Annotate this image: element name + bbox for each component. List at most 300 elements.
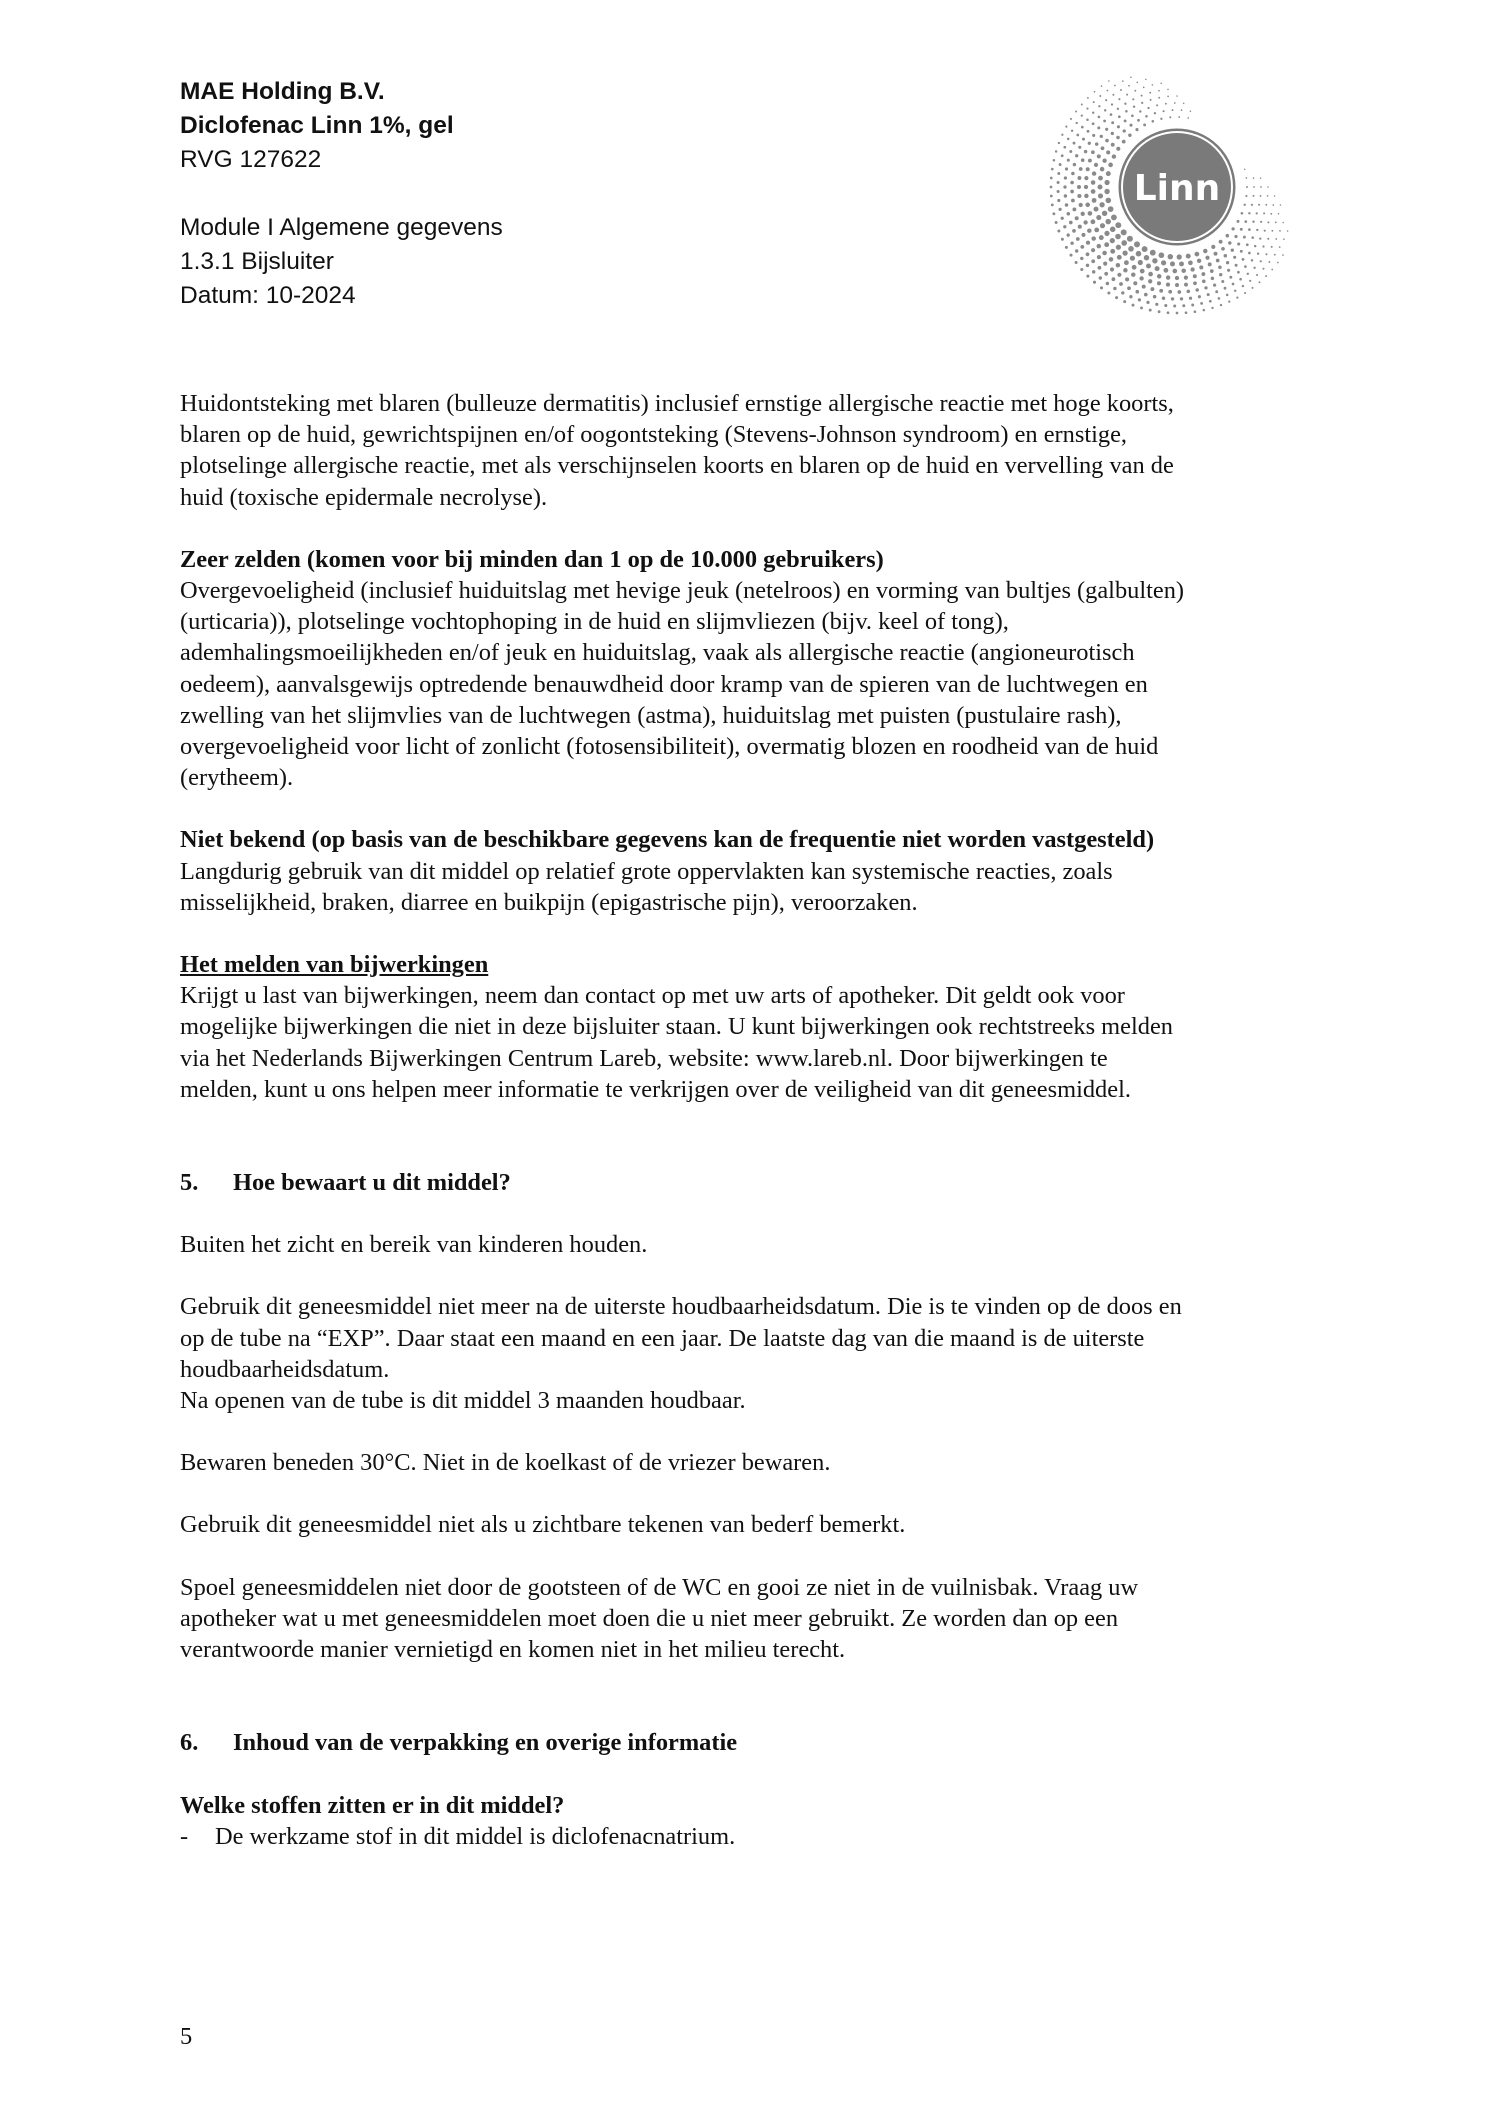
logo-dot: [1113, 287, 1116, 290]
text-line: via het Nederlands Bijwerkingen Centrum Lareb, website: www.lareb.nl. Door bijwerkingen te: [180, 1044, 1108, 1072]
logo-dot: [1231, 249, 1234, 252]
logo-dot: [1131, 272, 1135, 276]
text-line: huid (toxische epidermale necrolyse).: [180, 483, 548, 511]
text-line: plotselinge allergische reactie, met als verschijnselen koorts en blaren op de huid en vervelling van de: [180, 452, 1174, 480]
logo-dot: [1275, 222, 1277, 224]
logo-dot: [1226, 261, 1229, 264]
logo-dot: [1219, 240, 1223, 244]
logo-dot: [1069, 254, 1072, 257]
unknown-frequency-paragraph: [180, 856, 1360, 918]
reporting-paragraph: [180, 980, 1360, 1105]
logo-dot: [1221, 280, 1224, 283]
logo-text: Linn: [1133, 168, 1221, 209]
logo-dot: [1129, 295, 1132, 298]
logo-dot: [1138, 260, 1143, 265]
logo-dot: [1256, 274, 1258, 276]
logo-dot: [1144, 255, 1149, 260]
module-label: Module I Algemene gegevens: [180, 214, 503, 241]
logo-dot: [1224, 287, 1227, 290]
logo-dot: [1067, 159, 1070, 162]
logo-dot: [1106, 198, 1112, 204]
logo-dot: [1061, 134, 1063, 136]
logo-dot: [1149, 92, 1151, 94]
list-item-text: De werkzame stof in dit middel is diclofenacnatrium.: [215, 1822, 736, 1850]
logo-dot: [1075, 154, 1078, 157]
logo-dot: [1115, 296, 1118, 299]
logo-dot: [1131, 114, 1134, 117]
logo-dot: [1171, 297, 1174, 300]
logo-dot: [1251, 259, 1253, 261]
logo-dot: [1253, 267, 1255, 269]
logo-dot: [1160, 118, 1162, 120]
logo-dot: [1133, 281, 1137, 285]
logo-dot: [1173, 304, 1176, 307]
logo-dot: [1081, 212, 1085, 216]
logo-dot: [1102, 159, 1106, 163]
logo-dot: [1282, 222, 1284, 224]
logo-dot: [1088, 159, 1092, 163]
logo-dot: [1174, 102, 1176, 104]
logo-dot: [1116, 263, 1121, 268]
logo-dot: [1203, 249, 1207, 253]
logo-dot: [1213, 284, 1216, 287]
section-6-title: [180, 1727, 1360, 1758]
logo-dot: [1226, 234, 1230, 238]
logo-dot: [1072, 207, 1076, 211]
logo-dot: [1107, 291, 1110, 294]
logo-dot: [1219, 273, 1222, 276]
logo-dot: [1125, 277, 1129, 281]
logo-dot: [1237, 220, 1240, 223]
logo-dot: [1117, 273, 1121, 277]
logo-dot: [1244, 265, 1247, 268]
logo-dot: [1260, 221, 1262, 223]
text-line: Huidontsteking met blaren (bulleuze dermatitis) inclusief ernstige allergische reactie met hoge koorts,: [180, 390, 1174, 417]
logo-dot: [1086, 252, 1090, 256]
logo-dot: [1124, 119, 1127, 122]
logo-dot: [1065, 126, 1067, 128]
logo-dot: [1105, 180, 1110, 185]
logo-dot: [1189, 297, 1192, 300]
logo-dot: [1086, 167, 1090, 171]
logo-dot: [1121, 229, 1127, 235]
logo-dot: [1106, 171, 1111, 176]
logo-dot: [1163, 110, 1165, 112]
logo-dot: [1091, 180, 1096, 185]
logo-dot: [1148, 279, 1152, 283]
logo-dot: [1275, 238, 1277, 240]
text-line: ademhalingsmoeilijkheden en/of jeuk en huiduitslag, vaak als allergische reactie (angioneurotisch: [180, 639, 1135, 667]
logo-dot: [1111, 214, 1117, 220]
logo-dot: [1186, 254, 1191, 259]
section-number: 5.: [180, 1169, 199, 1197]
logo-dot: [1190, 110, 1192, 112]
text-line: Krijgt u last van bijwerkingen, neem dan contact op met uw arts of apotheker. Dit geldt ook voor: [180, 982, 1125, 1010]
logo-dot: [1091, 189, 1096, 194]
logo-dot: [1182, 304, 1185, 307]
logo-dot: [1154, 112, 1156, 114]
logo-dot: [1149, 309, 1152, 312]
logo-dot: [1058, 142, 1060, 144]
logo-dot: [1122, 250, 1127, 255]
logo-dot: [1105, 139, 1109, 143]
logo-dot: [1168, 254, 1173, 259]
section-label: 1.3.1 Bijsluiter: [180, 248, 334, 275]
logo-dot: [1097, 244, 1102, 249]
logo-dot: [1111, 132, 1114, 135]
logo-dot: [1268, 261, 1270, 263]
logo-dot: [1157, 281, 1161, 285]
logo-dot: [1274, 195, 1276, 197]
logo-dot: [1123, 129, 1126, 132]
logo-dot: [1208, 262, 1212, 266]
logo-dot: [1099, 95, 1101, 97]
logo-dot: [1070, 181, 1074, 185]
logo-dot: [1078, 146, 1081, 149]
text-line: (erytheem).: [180, 764, 294, 792]
logo-dot: [1145, 115, 1148, 118]
logo-dot: [1144, 293, 1148, 297]
logo-dot: [1111, 121, 1114, 124]
logo-dot: [1073, 142, 1076, 145]
logo-dot: [1128, 246, 1134, 252]
logo-dot: [1091, 219, 1096, 224]
logo-dot: [1175, 276, 1179, 280]
logo-dot: [1105, 128, 1108, 131]
logo-dot: [1263, 212, 1265, 214]
logo-dot: [1193, 274, 1197, 278]
logo-dot: [1244, 204, 1246, 206]
logo-dot: [1246, 177, 1248, 179]
logo-dot: [1055, 150, 1057, 152]
logo-dot: [1259, 237, 1261, 239]
logo-dot: [1124, 260, 1129, 265]
reporting-heading: Het melden van bijwerkingen: [180, 951, 489, 979]
logo-dot: [1081, 158, 1085, 162]
logo-dot: [1104, 109, 1106, 111]
logo-dot: [1257, 253, 1259, 255]
logo-dot: [1128, 85, 1130, 87]
logo-dot: [1110, 249, 1115, 254]
logo-dot: [1232, 283, 1235, 286]
document-body: [180, 388, 1360, 1852]
logo-dot: [1099, 276, 1102, 279]
logo-dot: [1158, 97, 1160, 99]
logo-dot: [1220, 304, 1222, 306]
logo-dot: [1260, 177, 1262, 179]
logo-dot: [1110, 227, 1116, 233]
logo-dot: [1172, 269, 1177, 274]
logo-dot: [1248, 212, 1250, 214]
text-line: Langdurig gebruik van dit middel op relatief grote oppervlakten kan systemische reacties, zoals: [180, 857, 1113, 885]
logo-dot: [1071, 130, 1073, 132]
logo-dot: [1119, 282, 1123, 286]
logo-dot: [1142, 285, 1146, 289]
logo-dot: [1081, 126, 1084, 129]
logo-dot: [1181, 268, 1186, 273]
logo-dot: [1063, 185, 1066, 188]
text-line: Overgevoeligheid (inclusief huiduitslag met hevige jeuk (netelroos) en vorming van bultjes (galbulten): [180, 577, 1185, 605]
logo-dot: [1051, 168, 1054, 171]
logo-dot: [1143, 87, 1145, 89]
text-line: melden, kunt u ons helpen meer informatie te verkrijgen over de veiligheid van dit geneesmiddel.: [180, 1075, 1131, 1103]
logo-dot: [1097, 154, 1101, 158]
logo-dot: [1207, 293, 1210, 296]
logo-dot: [1092, 122, 1095, 125]
logo-dot: [1053, 159, 1056, 162]
logo-dot: [1178, 116, 1180, 118]
logo-dot: [1065, 203, 1069, 207]
logo-dot: [1128, 133, 1131, 136]
logo-dot: [1234, 290, 1236, 292]
logo-dot: [1111, 103, 1113, 105]
logo-dot: [1134, 241, 1140, 247]
logo-dot: [1157, 274, 1162, 279]
logo-dot: [1087, 130, 1090, 133]
logo-dot: [1092, 171, 1096, 175]
logo-dot: [1258, 204, 1260, 206]
logo-dot: [1184, 283, 1188, 287]
logo-dot: [1075, 216, 1079, 220]
logo-dot: [1117, 108, 1119, 110]
logo-dot: [1218, 297, 1221, 300]
logo-dot: [1147, 107, 1149, 109]
logo-dot: [1094, 163, 1098, 167]
very-rare-heading: Zeer zelden (komen voor bij minden dan 1 op de 10.000 gebruikers): [180, 545, 884, 573]
logo-dot: [1061, 238, 1064, 241]
logo-dot: [1136, 81, 1138, 83]
logo-dot: [1059, 163, 1062, 166]
logo-dot: [1253, 186, 1255, 188]
logo-dot: [1100, 286, 1103, 289]
logo-dot: [1050, 177, 1053, 180]
logo-dot: [1098, 105, 1100, 107]
section-title-text: Inhoud van de verpakking en overige informatie: [233, 1729, 738, 1757]
logo-dot: [1123, 300, 1126, 303]
logo-dot: [1193, 281, 1197, 285]
text-line: mogelijke bijwerkingen die niet in deze bijsluiter staan. U kunt bijwerkingen ook rechtstreeks melden: [180, 1013, 1173, 1041]
logo-dot: [1251, 236, 1254, 239]
logo-dot: [1146, 301, 1149, 304]
text-line: verantwoorde manier vernietigd en komen niet in het milieu terecht.: [180, 1636, 846, 1664]
logo-dot: [1191, 304, 1194, 307]
company-name: MAE Holding B.V.: [180, 78, 385, 105]
text-line: Gebruik dit geneesmiddel niet meer na de uiterste houdbaarheidsdatum. Die is te vinden op de doos en: [180, 1293, 1182, 1321]
logo-dot: [1229, 276, 1232, 279]
logo-dot: [1059, 208, 1062, 211]
logo-dot: [1253, 195, 1255, 197]
logo-dot: [1088, 142, 1091, 145]
storage-paragraph-3: Bewaren beneden 30°C. Niet in de koelkast of de vriezer bewaren.: [180, 1449, 831, 1477]
logo-dot: [1172, 109, 1174, 111]
logo-dot: [1065, 167, 1068, 170]
logo-dot: [1251, 204, 1253, 206]
logo-dot: [1098, 185, 1103, 190]
logo-dot: [1079, 167, 1083, 171]
logo-dot: [1124, 103, 1126, 105]
logo-dot: [1153, 295, 1157, 299]
logo-dot: [1246, 243, 1249, 246]
logo-dot: [1081, 233, 1085, 237]
logo-dot: [1086, 264, 1089, 267]
logo-dot: [1080, 245, 1084, 249]
logo-dot: [1067, 233, 1070, 236]
logo-dot: [1270, 213, 1272, 215]
logo-dot: [1104, 231, 1109, 236]
logo-dot: [1158, 90, 1160, 92]
logo-dot: [1097, 255, 1101, 259]
logo-dot: [1137, 119, 1140, 122]
logo-dot: [1272, 204, 1274, 206]
logo-dot: [1116, 245, 1121, 250]
logo-dot: [1072, 229, 1076, 233]
logo-dot: [1282, 254, 1284, 256]
logo-dot: [1100, 223, 1105, 228]
logo-dot: [1185, 311, 1188, 314]
logo-dot: [1112, 154, 1116, 158]
logo-dot: [1084, 176, 1088, 180]
substances-heading: Welke stoffen zitten er in dit middel?: [180, 1791, 565, 1819]
logo-dot: [1244, 168, 1246, 170]
logo-dot: [1117, 125, 1120, 128]
logo-dot: [1077, 194, 1081, 198]
logo-dot: [1092, 112, 1094, 114]
text-line: Na openen van de tube is dit middel 3 maanden houdbaar.: [180, 1387, 746, 1415]
logo-dot: [1214, 252, 1218, 256]
logo-dot: [1211, 277, 1214, 280]
logo-dot: [1235, 264, 1238, 267]
logo-dot: [1168, 290, 1172, 294]
section-title-text: Hoe bewaart u dit middel?: [233, 1169, 511, 1197]
logo-dot: [1262, 268, 1264, 270]
logo-dot: [1248, 252, 1251, 255]
logo-dot: [1055, 221, 1058, 224]
section-5-title: [180, 1167, 1360, 1198]
logo-dot: [1156, 104, 1158, 106]
logo-dot: [1240, 250, 1243, 253]
logo-dot: [1148, 272, 1153, 277]
logo-dot: [1150, 250, 1156, 256]
logo-dot: [1140, 306, 1143, 309]
logo-dot: [1181, 109, 1183, 111]
logo-dot: [1076, 237, 1080, 241]
logo-dot: [1093, 281, 1096, 284]
logo-dot: [1169, 116, 1171, 118]
logo-dot: [1279, 246, 1281, 248]
logo-dot: [1246, 186, 1248, 188]
logo-dot: [1130, 256, 1135, 261]
logo-dot: [1087, 228, 1091, 232]
logo-dot: [1236, 297, 1238, 299]
logo-dot: [1061, 154, 1064, 157]
logo-dot: [1084, 185, 1088, 189]
logo-dot: [1110, 238, 1115, 243]
logo-dot: [1211, 245, 1215, 249]
logo-dot: [1120, 89, 1122, 91]
logo-dot: [1271, 246, 1273, 248]
logo-dot: [1234, 235, 1237, 238]
logo-dot: [1086, 275, 1089, 278]
logo-dot: [1118, 98, 1120, 100]
logo-dot: [1104, 272, 1108, 276]
logo-dot: [1078, 225, 1082, 229]
logo-dot: [1187, 117, 1189, 119]
logo-dot: [1162, 296, 1165, 299]
logo-dot: [1150, 287, 1154, 291]
logo-dot: [1094, 91, 1096, 93]
logo-dot: [1106, 90, 1108, 92]
logo-dot: [1259, 281, 1261, 283]
logo-dot: [1094, 207, 1099, 212]
logo-dot: [1108, 80, 1110, 82]
logo-dot: [1084, 194, 1088, 198]
logo-dot: [1194, 310, 1197, 313]
logo-dot: [1215, 290, 1218, 293]
logo-dot: [1158, 310, 1161, 313]
logo-dot: [1116, 147, 1120, 151]
logo-dot: [1121, 240, 1127, 246]
logo-dot: [1061, 217, 1064, 220]
logo-dot: [1099, 202, 1104, 207]
logo-dot: [1108, 163, 1113, 168]
logo-dot: [1079, 203, 1083, 207]
logo-dot: [1204, 286, 1207, 289]
logo-dot: [1109, 257, 1114, 262]
text-line: apotheker wat u met geneesmiddelen moet doen die u niet meer gebruikt. Ze worden dan op een: [180, 1604, 1119, 1632]
text-line: blaren op de huid, gewrichtspijnen en/of oogontsteking (Stevens-Johnson syndroom) en ernstige,: [180, 421, 1127, 449]
logo-dot: [1071, 199, 1075, 203]
logo-dot: [1287, 230, 1289, 232]
logo-dot: [1093, 101, 1095, 103]
logo-dot: [1271, 230, 1273, 232]
document-header: [180, 75, 503, 313]
logo-dot: [1132, 98, 1134, 100]
logo-dot: [1076, 134, 1079, 137]
logo-dot: [1260, 186, 1262, 188]
logo-dot: [1262, 245, 1264, 247]
logo-dot: [1108, 206, 1114, 212]
logo-dot: [1155, 303, 1158, 306]
logo-dot: [1064, 194, 1067, 197]
logo-dot: [1279, 230, 1281, 232]
logo-dot: [1057, 230, 1060, 233]
logo-dot: [1103, 120, 1106, 123]
logo-dot: [1092, 198, 1097, 203]
logo-dot: [1260, 195, 1262, 197]
logo-dot: [1242, 258, 1245, 261]
logo-dot: [1139, 276, 1143, 280]
logo-dot: [1251, 287, 1253, 289]
logo-dot: [1203, 309, 1206, 312]
logo-dot: [1098, 193, 1103, 198]
logo-dot: [1165, 103, 1167, 105]
logo-dot: [1133, 106, 1135, 108]
text-line: oedeem), aanvalsgewijs optredende benauwdheid door kramp van de spieren van de luchtwegen en: [180, 670, 1148, 698]
logo-dot: [1081, 104, 1083, 106]
storage-paragraph-5: [180, 1572, 1360, 1666]
logo-dot: [1052, 212, 1055, 215]
logo-dot: [1112, 94, 1114, 96]
logo-dot: [1092, 134, 1095, 137]
logo-dot: [1249, 280, 1251, 282]
logo-dot: [1067, 138, 1070, 141]
logo-dot: [1166, 283, 1170, 287]
logo-dot: [1075, 110, 1077, 112]
logo-dot: [1177, 290, 1181, 294]
very-rare-paragraph: [180, 575, 1360, 793]
logo-dot: [1150, 99, 1152, 101]
logo-dot: [1253, 177, 1255, 179]
